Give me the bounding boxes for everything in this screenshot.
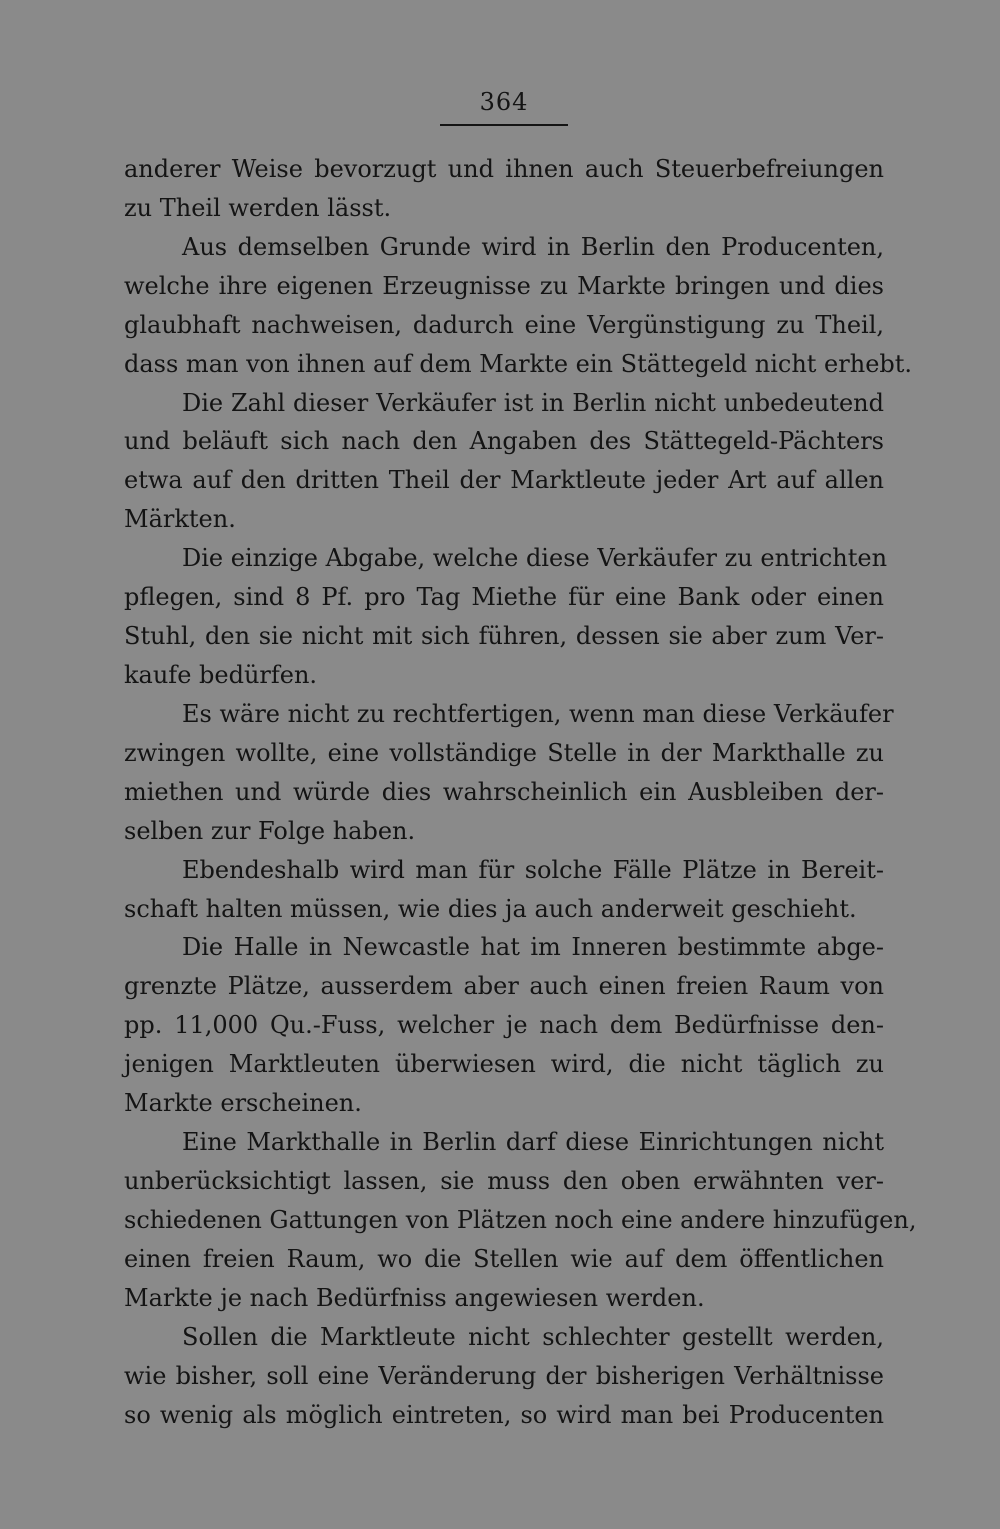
- text-line: Eine Markthalle in Berlin darf diese Einrichtungen nicht: [182, 1128, 884, 1157]
- text-line: pp. 11,000 Qu.-Fuss, welcher je nach dem Bedürfnisse den-: [124, 1011, 884, 1040]
- text-line: einen freien Raum, wo die Stellen wie auf dem öffentlichen: [124, 1244, 884, 1273]
- text-line: etwa auf den dritten Theil der Marktleute jeder Art auf allen: [124, 466, 884, 495]
- text-line: unberücksichtigt lassen, sie muss den oben erwähnten ver-: [124, 1166, 884, 1195]
- text-line: grenzte Plätze, ausserdem aber auch einen freien Raum von: [124, 972, 884, 1001]
- text-line: miethen und würde dies wahrscheinlich ein Ausbleiben der-: [124, 777, 884, 806]
- text-line: zwingen wollte, eine vollständige Stelle in der Markthalle zu: [124, 738, 884, 767]
- text-line: Die Zahl dieser Verkäufer ist in Berlin nicht unbedeutend: [182, 388, 884, 417]
- text-line: wie bisher, soll eine Veränderung der bisherigen Verhältnisse: [124, 1361, 884, 1390]
- text-line: Die einzige Abgabe, welche diese Verkäufer zu entrichten: [182, 544, 888, 573]
- text-line: Aus demselben Grunde wird in Berlin den Producenten,: [182, 232, 884, 261]
- text-line: Stuhl, den sie nicht mit sich führen, dessen sie aber zum Ver-: [124, 622, 884, 651]
- text-line: Märkten.: [124, 505, 236, 534]
- text-line: Markte erscheinen.: [124, 1089, 362, 1118]
- text-line: Markte je nach Bedürfniss angewiesen werden.: [124, 1283, 705, 1312]
- text-line: Ebendeshalb wird man für solche Fälle Plätze in Bereit-: [182, 855, 884, 884]
- text-line: Die Halle in Newcastle hat im Inneren bestimmte abge-: [182, 933, 884, 962]
- page-number: 364: [479, 88, 529, 116]
- text-line: pflegen, sind 8 Pf. pro Tag Miethe für eine Bank oder einen: [124, 583, 884, 612]
- text-line: und beläuft sich nach den Angaben des Stättegeld-Pächters: [124, 427, 884, 456]
- text-line: welche ihre eigenen Erzeugnisse zu Markte bringen und dies: [124, 271, 884, 300]
- text-line: Sollen die Marktleute nicht schlechter gestellt werden,: [182, 1322, 884, 1351]
- text-line: zu Theil werden lässt.: [124, 193, 392, 222]
- text-line: selben zur Folge haben.: [124, 816, 416, 845]
- text-line: dass man von ihnen auf dem Markte ein Stättegeld nicht erhebt.: [124, 349, 913, 378]
- page-number-rule: [440, 124, 568, 126]
- text-line: schiedenen Gattungen von Plätzen noch eine andere hinzufügen,: [124, 1205, 917, 1234]
- body-text: [124, 150, 917, 1434]
- text-line: kaufe bedürfen.: [124, 660, 318, 689]
- text-line: so wenig als möglich eintreten, so wird man bei Producenten: [124, 1400, 884, 1429]
- text-line: schaft halten müssen, wie dies ja auch anderweit geschieht.: [124, 894, 857, 923]
- text-line: glaubhaft nachweisen, dadurch eine Vergünstigung zu Theil,: [124, 310, 884, 339]
- text-line: anderer Weise bevorzugt und ihnen auch Steuerbefreiungen: [124, 155, 884, 183]
- text-line: Es wäre nicht zu rechtfertigen, wenn man diese Verkäufer: [182, 699, 894, 728]
- text-line: jenigen Marktleuten überwiesen wird, die nicht täglich zu: [124, 1050, 884, 1079]
